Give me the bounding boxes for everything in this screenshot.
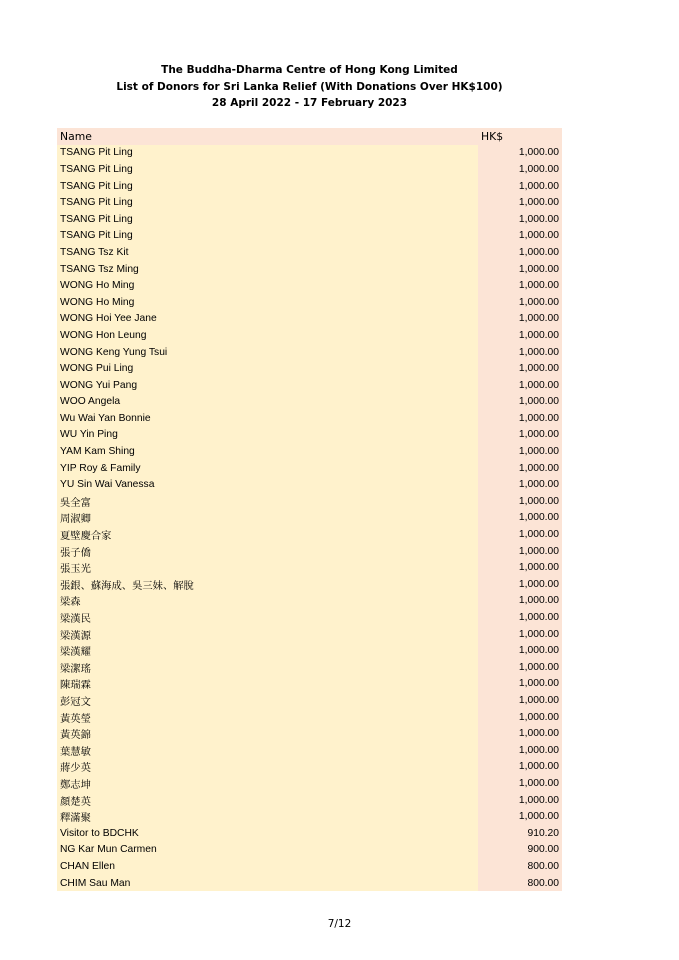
table-row (57, 842, 562, 859)
organization-title: The Buddha-Dharma Centre of Hong Kong Limited (161, 64, 458, 76)
table-row (57, 427, 562, 444)
donation-amount-cell: 1,000.00 (478, 626, 562, 643)
column-header-name: Name (57, 128, 478, 145)
donation-amount-cell: 1,000.00 (478, 742, 562, 759)
table-row (57, 543, 562, 560)
table-row (57, 526, 562, 543)
table-row (57, 228, 562, 245)
table-row (57, 659, 562, 676)
donation-amount-cell: 1,000.00 (478, 676, 562, 693)
donor-name-cell: TSANG Pit Ling (57, 145, 478, 162)
donation-amount-cell: 1,000.00 (478, 543, 562, 560)
table-row (57, 626, 562, 643)
donor-name-cell: 黃英錦 (57, 725, 478, 742)
donor-table (57, 128, 562, 891)
donation-amount-cell: 1,000.00 (478, 493, 562, 510)
donation-amount-cell: 1,000.00 (478, 277, 562, 294)
donation-amount-cell: 1,000.00 (478, 394, 562, 411)
donor-name-cell: 陳瑞霖 (57, 676, 478, 693)
donation-amount-cell: 1,000.00 (478, 194, 562, 211)
donation-amount-cell: 1,000.00 (478, 510, 562, 527)
table-row (57, 360, 562, 377)
donation-amount-cell: 1,000.00 (478, 145, 562, 162)
table-row (57, 244, 562, 261)
table-row (57, 194, 562, 211)
table-row (57, 145, 562, 162)
donation-amount-cell: 1,000.00 (478, 692, 562, 709)
donation-amount-cell: 900.00 (478, 842, 562, 859)
date-range: 28 April 2022 - 17 February 2023 (211, 97, 408, 109)
table-row (57, 725, 562, 742)
donation-amount-cell: 800.00 (478, 858, 562, 875)
table-row (57, 808, 562, 825)
donation-amount-cell: 1,000.00 (478, 476, 562, 493)
donation-amount-cell: 1,000.00 (478, 709, 562, 726)
table-row (57, 792, 562, 809)
table-row (57, 410, 562, 427)
table-row (57, 676, 562, 693)
donor-name-cell: Wu Wai Yan Bonnie (57, 410, 478, 427)
donation-amount-cell: 1,000.00 (478, 609, 562, 626)
table-row (57, 875, 562, 892)
donor-name-cell: 梁潔瑤 (57, 659, 478, 676)
donation-amount-cell: 1,000.00 (478, 360, 562, 377)
table-row (57, 460, 562, 477)
table-row (57, 609, 562, 626)
table-row (57, 742, 562, 759)
table-row (57, 709, 562, 726)
donation-amount-cell: 1,000.00 (478, 642, 562, 659)
table-row (57, 493, 562, 510)
table-body (57, 145, 562, 892)
table-row (57, 476, 562, 493)
table-row (57, 311, 562, 328)
donation-amount-cell: 1,000.00 (478, 178, 562, 195)
donation-amount-cell: 1,000.00 (478, 576, 562, 593)
page-number: 7/12 (327, 918, 352, 930)
table-row (57, 825, 562, 842)
table-row (57, 178, 562, 195)
donation-amount-cell: 910.20 (478, 825, 562, 842)
column-header-amount: HK$ (478, 128, 562, 145)
donation-amount-cell: 1,000.00 (478, 559, 562, 576)
table-row (57, 443, 562, 460)
table-header-row (57, 128, 562, 145)
donor-name-cell: 周淑卿 (57, 510, 478, 527)
donation-amount-cell: 1,000.00 (478, 659, 562, 676)
table-row (57, 394, 562, 411)
table-row (57, 261, 562, 278)
donor-name-cell: TSANG Pit Ling (57, 178, 478, 195)
donor-name-cell: Visitor to BDCHK (57, 825, 478, 842)
donation-amount-cell: 1,000.00 (478, 443, 562, 460)
donation-amount-cell: 1,000.00 (478, 759, 562, 776)
table-row (57, 344, 562, 361)
table-row (57, 294, 562, 311)
donation-amount-cell: 1,000.00 (478, 593, 562, 610)
donor-name-cell: 蔣少英 (57, 759, 478, 776)
donor-name-cell: 釋滿聚 (57, 808, 478, 825)
donor-name-cell: 夏壁慶合家 (57, 526, 478, 543)
donor-name-cell: WONG Hon Leung (57, 327, 478, 344)
table-row (57, 576, 562, 593)
donor-name-cell: TSANG Pit Ling (57, 211, 478, 228)
donor-name-cell: WONG Ho Ming (57, 294, 478, 311)
donation-amount-cell: 1,000.00 (478, 808, 562, 825)
donor-name-cell: TSANG Pit Ling (57, 161, 478, 178)
donor-name-cell: 梁漢源 (57, 626, 478, 643)
table-row (57, 277, 562, 294)
donor-name-cell: WONG Pui Ling (57, 360, 478, 377)
donor-name-cell: WU Yin Ping (57, 427, 478, 444)
donor-name-cell: 張銀、蘇海成、吳三妹、解脫 (57, 576, 478, 593)
donor-name-cell: YIP Roy & Family (57, 460, 478, 477)
donation-amount-cell: 1,000.00 (478, 725, 562, 742)
donor-name-cell: 梁森 (57, 593, 478, 610)
table-row (57, 161, 562, 178)
donor-name-cell: 張玉光 (57, 559, 478, 576)
donor-name-cell: 吳全富 (57, 493, 478, 510)
donation-amount-cell: 1,000.00 (478, 228, 562, 245)
table-row (57, 692, 562, 709)
donor-name-cell: 鄭志坤 (57, 775, 478, 792)
table-row (57, 775, 562, 792)
donor-name-cell: 顏楚英 (57, 792, 478, 809)
donor-name-cell: 彭冠文 (57, 692, 478, 709)
donor-name-cell: 梁漢耀 (57, 642, 478, 659)
donor-name-cell: WONG Yui Pang (57, 377, 478, 394)
table-row (57, 593, 562, 610)
table-row (57, 858, 562, 875)
donor-name-cell: WONG Hoi Yee Jane (57, 311, 478, 328)
table-row (57, 759, 562, 776)
table-row (57, 211, 562, 228)
donor-name-cell: 梁漢民 (57, 609, 478, 626)
table-row (57, 377, 562, 394)
donation-amount-cell: 1,000.00 (478, 294, 562, 311)
donor-name-cell: TSANG Pit Ling (57, 228, 478, 245)
donation-amount-cell: 1,000.00 (478, 377, 562, 394)
donation-amount-cell: 1,000.00 (478, 792, 562, 809)
donor-name-cell: 葉慧敏 (57, 742, 478, 759)
donor-name-cell: 黃英瑩 (57, 709, 478, 726)
table-row (57, 510, 562, 527)
document-header (0, 62, 619, 112)
donation-amount-cell: 1,000.00 (478, 327, 562, 344)
donation-amount-cell: 1,000.00 (478, 261, 562, 278)
table-row (57, 327, 562, 344)
donor-name-cell: 張子僑 (57, 543, 478, 560)
donation-amount-cell: 1,000.00 (478, 244, 562, 261)
donation-amount-cell: 1,000.00 (478, 775, 562, 792)
donor-name-cell: WONG Keng Yung Tsui (57, 344, 478, 361)
donation-amount-cell: 1,000.00 (478, 211, 562, 228)
table-row (57, 559, 562, 576)
donation-amount-cell: 800.00 (478, 875, 562, 892)
donation-amount-cell: 1,000.00 (478, 526, 562, 543)
donor-name-cell: CHIM Sau Man (57, 875, 478, 892)
donor-name-cell: YAM Kam Shing (57, 443, 478, 460)
donor-name-cell: WOO Angela (57, 394, 478, 411)
table-row (57, 642, 562, 659)
donor-name-cell: YU Sin Wai Vanessa (57, 476, 478, 493)
donor-name-cell: WONG Ho Ming (57, 277, 478, 294)
donor-name-cell: TSANG Pit Ling (57, 194, 478, 211)
donation-amount-cell: 1,000.00 (478, 344, 562, 361)
donation-amount-cell: 1,000.00 (478, 427, 562, 444)
donor-name-cell: CHAN Ellen (57, 858, 478, 875)
donation-amount-cell: 1,000.00 (478, 161, 562, 178)
donation-amount-cell: 1,000.00 (478, 311, 562, 328)
donor-name-cell: NG Kar Mun Carmen (57, 842, 478, 859)
donation-amount-cell: 1,000.00 (478, 460, 562, 477)
donor-name-cell: TSANG Tsz Kit (57, 244, 478, 261)
donor-name-cell: TSANG Tsz Ming (57, 261, 478, 278)
list-title: List of Donors for Sri Lanka Relief (With Donations Over HK$100) (116, 80, 503, 93)
donation-amount-cell: 1,000.00 (478, 410, 562, 427)
